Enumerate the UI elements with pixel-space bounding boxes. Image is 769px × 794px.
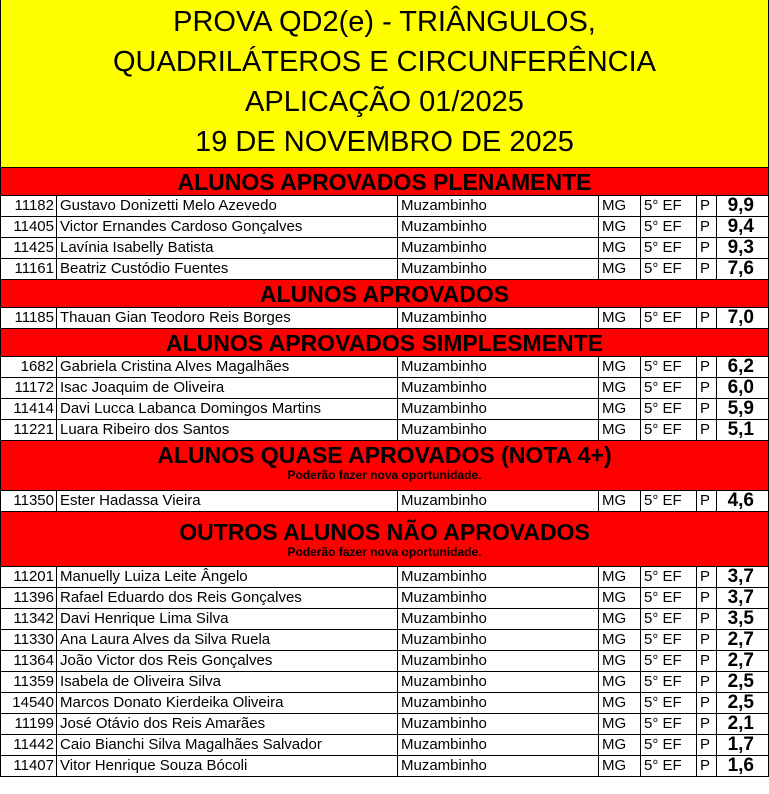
student-grade: 5° EF (641, 672, 697, 692)
student-p-flag: P (697, 588, 717, 608)
student-state: MG (599, 217, 641, 237)
student-id: 11396 (1, 588, 57, 608)
student-score: 3,7 (727, 588, 754, 608)
section-title: ALUNOS APROVADOS SIMPLESMENTE (165, 330, 604, 356)
student-id: 1682 (1, 357, 57, 377)
table-row (1, 357, 768, 378)
section-subtitle: Poderão fazer nova oportunidade. (287, 545, 482, 559)
table-row (1, 196, 768, 217)
student-name: Caio Bianchi Silva Magalhães Salvador (57, 735, 398, 755)
table-row (1, 378, 768, 399)
student-state: MG (599, 651, 641, 671)
student-score: 6,0 (727, 378, 754, 398)
page-header (1, 0, 768, 168)
student-name: Vitor Henrique Souza Bócoli (57, 756, 398, 776)
student-id: 11182 (1, 196, 57, 216)
student-grade: 5° EF (641, 238, 697, 258)
student-id: 11364 (1, 651, 57, 671)
student-state: MG (599, 308, 641, 328)
student-name: Manuelly Luiza Leite Ângelo (57, 567, 398, 587)
student-grade: 5° EF (641, 217, 697, 237)
section-title: ALUNOS APROVADOS PLENAMENTE (177, 169, 592, 195)
table-row (1, 735, 768, 756)
student-state: MG (599, 588, 641, 608)
student-state: MG (599, 399, 641, 419)
student-state: MG (599, 491, 641, 511)
student-id: 11161 (1, 259, 57, 279)
student-p-flag: P (697, 609, 717, 629)
student-city: Muzambinho (398, 357, 599, 377)
student-name: Isabela de Oliveira Silva (57, 672, 398, 692)
table-row (1, 238, 768, 259)
student-p-flag: P (697, 693, 717, 713)
student-score: 2,1 (727, 714, 754, 734)
student-name: Gustavo Donizetti Melo Azevedo (57, 196, 398, 216)
student-city: Muzambinho (398, 399, 599, 419)
student-score: 4,6 (727, 491, 754, 511)
student-name: Victor Ernandes Cardoso Gonçalves (57, 217, 398, 237)
student-id: 11342 (1, 609, 57, 629)
student-id: 11172 (1, 378, 57, 398)
student-score: 5,9 (727, 399, 754, 419)
student-state: MG (599, 672, 641, 692)
section-header (1, 329, 768, 357)
student-state: MG (599, 567, 641, 587)
student-name: Luara Ribeiro dos Santos (57, 420, 398, 440)
student-name: Gabriela Cristina Alves Magalhães (57, 357, 398, 377)
student-p-flag: P (697, 378, 717, 398)
student-city: Muzambinho (398, 735, 599, 755)
section-header (1, 441, 768, 491)
header-title-line-1: PROVA QD2(e) - TRIÂNGULOS, (173, 6, 596, 38)
student-name: Beatriz Custódio Fuentes (57, 259, 398, 279)
student-state: MG (599, 756, 641, 776)
table-row (1, 693, 768, 714)
student-id: 11425 (1, 238, 57, 258)
student-name: Thauan Gian Teodoro Reis Borges (57, 308, 398, 328)
student-state: MG (599, 357, 641, 377)
student-p-flag: P (697, 714, 717, 734)
student-city: Muzambinho (398, 756, 599, 776)
student-id: 11221 (1, 420, 57, 440)
student-state: MG (599, 735, 641, 755)
student-p-flag: P (697, 399, 717, 419)
student-p-flag: P (697, 756, 717, 776)
student-p-flag: P (697, 357, 717, 377)
header-title-line-2: QUADRILÁTEROS E CIRCUNFERÊNCIA (112, 46, 656, 78)
results-sections (1, 168, 768, 777)
student-city: Muzambinho (398, 630, 599, 650)
student-city: Muzambinho (398, 259, 599, 279)
student-grade: 5° EF (641, 756, 697, 776)
student-city: Muzambinho (398, 420, 599, 440)
student-city: Muzambinho (398, 693, 599, 713)
student-score: 3,5 (727, 609, 754, 629)
student-state: MG (599, 630, 641, 650)
student-grade: 5° EF (641, 308, 697, 328)
student-score: 2,7 (727, 651, 754, 671)
student-state: MG (599, 196, 641, 216)
student-id: 11185 (1, 308, 57, 328)
student-id: 11407 (1, 756, 57, 776)
student-p-flag: P (697, 196, 717, 216)
header-date: 19 DE NOVEMBRO DE 2025 (195, 126, 574, 158)
student-grade: 5° EF (641, 588, 697, 608)
student-name: José Otávio dos Reis Amarães (57, 714, 398, 734)
student-grade: 5° EF (641, 491, 697, 511)
student-p-flag: P (697, 630, 717, 650)
student-score: 9,4 (727, 217, 754, 237)
student-city: Muzambinho (398, 672, 599, 692)
student-id: 14540 (1, 693, 57, 713)
student-p-flag: P (697, 238, 717, 258)
student-id: 11330 (1, 630, 57, 650)
student-grade: 5° EF (641, 651, 697, 671)
student-score: 7,6 (727, 259, 754, 279)
student-p-flag: P (697, 491, 717, 511)
student-state: MG (599, 714, 641, 734)
section-header (1, 280, 768, 308)
student-city: Muzambinho (398, 588, 599, 608)
student-city: Muzambinho (398, 378, 599, 398)
student-score: 9,9 (727, 196, 754, 216)
student-state: MG (599, 378, 641, 398)
student-name: João Victor dos Reis Gonçalves (57, 651, 398, 671)
student-p-flag: P (697, 420, 717, 440)
student-city: Muzambinho (398, 238, 599, 258)
table-row (1, 672, 768, 693)
student-score: 5,1 (727, 420, 754, 440)
student-name: Ester Hadassa Vieira (57, 491, 398, 511)
table-row (1, 609, 768, 630)
table-row (1, 756, 768, 777)
student-city: Muzambinho (398, 609, 599, 629)
student-score: 2,7 (727, 630, 754, 650)
student-id: 11350 (1, 491, 57, 511)
student-p-flag: P (697, 651, 717, 671)
student-grade: 5° EF (641, 420, 697, 440)
section-header (1, 168, 768, 196)
student-city: Muzambinho (398, 714, 599, 734)
student-state: MG (599, 259, 641, 279)
table-row (1, 420, 768, 441)
student-score: 1,6 (727, 756, 754, 776)
section-title: ALUNOS APROVADOS (259, 281, 510, 307)
student-score: 2,5 (727, 672, 754, 692)
student-id: 11359 (1, 672, 57, 692)
student-id: 11414 (1, 399, 57, 419)
student-score: 2,5 (727, 693, 754, 713)
student-name: Isac Joaquim de Oliveira (57, 378, 398, 398)
table-row (1, 630, 768, 651)
student-city: Muzambinho (398, 217, 599, 237)
student-score: 1,7 (727, 735, 754, 755)
table-row (1, 308, 768, 329)
student-grade: 5° EF (641, 567, 697, 587)
student-grade: 5° EF (641, 399, 697, 419)
student-name: Davi Lucca Labanca Domingos Martins (57, 399, 398, 419)
student-city: Muzambinho (398, 651, 599, 671)
student-grade: 5° EF (641, 609, 697, 629)
table-row (1, 491, 768, 512)
student-state: MG (599, 609, 641, 629)
student-id: 11405 (1, 217, 57, 237)
student-score: 3,7 (727, 567, 754, 587)
student-name: Ana Laura Alves da Silva Ruela (57, 630, 398, 650)
table-row (1, 259, 768, 280)
student-p-flag: P (697, 259, 717, 279)
student-state: MG (599, 238, 641, 258)
student-id: 11199 (1, 714, 57, 734)
section-header (1, 512, 768, 567)
table-row (1, 714, 768, 735)
section-title: ALUNOS QUASE APROVADOS (NOTA 4+) (157, 442, 612, 468)
student-p-flag: P (697, 308, 717, 328)
section-title: OUTROS ALUNOS NÃO APROVADOS (179, 519, 590, 545)
student-city: Muzambinho (398, 196, 599, 216)
student-name: Davi Henrique Lima Silva (57, 609, 398, 629)
student-grade: 5° EF (641, 196, 697, 216)
student-grade: 5° EF (641, 714, 697, 734)
student-grade: 5° EF (641, 630, 697, 650)
student-city: Muzambinho (398, 491, 599, 511)
table-row (1, 567, 768, 588)
student-score: 7,0 (727, 308, 754, 328)
table-row (1, 651, 768, 672)
student-p-flag: P (697, 567, 717, 587)
student-grade: 5° EF (641, 357, 697, 377)
student-state: MG (599, 420, 641, 440)
student-city: Muzambinho (398, 308, 599, 328)
student-grade: 5° EF (641, 735, 697, 755)
table-row (1, 217, 768, 238)
student-grade: 5° EF (641, 259, 697, 279)
section-subtitle: Poderão fazer nova oportunidade. (287, 468, 482, 482)
table-row (1, 399, 768, 420)
student-name: Marcos Donato Kierdeika Oliveira (57, 693, 398, 713)
student-name: Rafael Eduardo dos Reis Gonçalves (57, 588, 398, 608)
student-p-flag: P (697, 217, 717, 237)
student-id: 11201 (1, 567, 57, 587)
student-state: MG (599, 693, 641, 713)
student-name: Lavínia Isabelly Batista (57, 238, 398, 258)
student-score: 9,3 (727, 238, 754, 258)
header-title-line-3: APLICAÇÃO 01/2025 (245, 86, 524, 118)
student-p-flag: P (697, 735, 717, 755)
student-city: Muzambinho (398, 567, 599, 587)
student-score: 6,2 (727, 357, 754, 377)
student-grade: 5° EF (641, 693, 697, 713)
student-id: 11442 (1, 735, 57, 755)
table-row (1, 588, 768, 609)
student-p-flag: P (697, 672, 717, 692)
student-grade: 5° EF (641, 378, 697, 398)
